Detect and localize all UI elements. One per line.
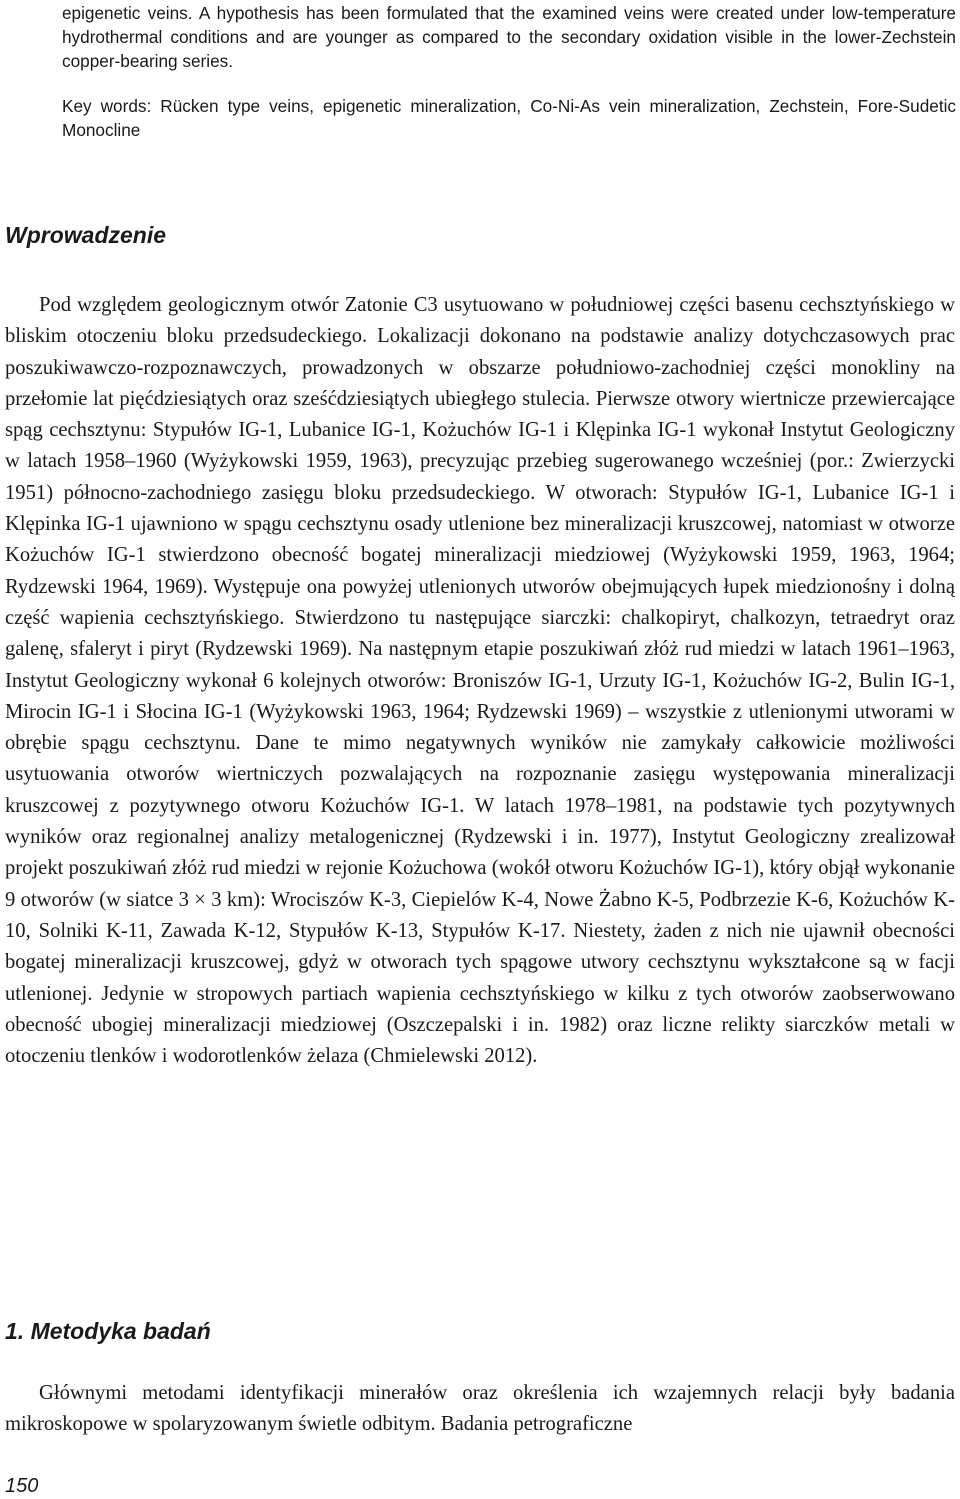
keywords-label: Key words: <box>62 96 152 116</box>
keywords <box>62 94 956 142</box>
section-heading-methodology: 1. Metodyka badań <box>5 1318 211 1344</box>
methodology-paragraph: Głównymi metodami identyfikacji minerałów oraz określenia ich wzajemnych relacji były badania mikroskopowe w spolaryzowanym świetle odbitym. Badania petrograficzne <box>5 1382 955 1436</box>
page-number: 150 <box>5 1475 39 1497</box>
introduction-paragraph: Pod względem geologicznym otwór Zatonie C3 usytuowano w południowej części basenu cechsztyńskiego w bliskim otoczeniu bloku przedsudeckiego. Lokalizacji dokonano na podstawie analizy dotychczasowych prac poszukiwawczo-rozpoznawczych, prowadzonych w obszarze południowo-zachodniej części monokliny na przełomie lat pięćdziesiątych oraz sześćdziesiątych ubiegłego stulecia. Pierwsze otwory wiertnicze przewiercające spąg cechsztynu: Stypułów IG-1, Lubanice IG-1, Kożuchów IG-1 i Klępinka IG-1 wykonał Instytut Geologiczny w latach 1958–1960 (Wyżykowski 1959, 1963), precyzując przebieg sugerowanego wcześniej (por.: Zwierzycki 1951) północno-zachodniego zasięgu bloku przedsudeckiego. W otworach: Stypułów IG-1, Lubanice IG-1 i Klępinka IG-1 ujawniono w spągu cechsztynu osady utlenione bez mineralizacji kruszcowej, natomiast w otworze Kożuchów IG-1 stwierdzono obecność bogatej mineralizacji miedziowej (Wyżykowski 1959, 1963, 1964; Rydzewski 1964, 1969). Występuje ona powyżej utlenionych utworów obejmujących łupek miedzionośny i dolną część wapienia cechsztyńskiego. Stwierdzono tu następujące siarczki: chalkopiryt, chalkozyn, tetraedryt oraz galenę, sfaleryt i piryt (Rydzewski 1969). Na następnym etapie poszukiwań złóż rud miedzi w latach 1961–1963, Instytut Geologiczny wykonał 6 kolejnych otworów: Broniszów IG-1, Urzuty IG-1, Kożuchów IG-2, Bulin IG-1, Mirocin IG-1 i Słocina IG-1 (Wyżykowski 1963, 1964; Rydzewski 1969) – wszystkie z utlenionymi utworami w obrębie spągu cechsztynu. Dane te mimo negatywnych wyników nie zamykały całkowicie możliwości usytuowania otworów wiertniczych pozwalających na rozpoznanie zasięgu występowania mineralizacji kruszcowej z pozytywnego otworu Kożuchów IG-1. W latach 1978–1981, na podstawie tych pozytywnych wyników oraz regionalnej analizy metalogenicznej (Rydzewski i in. 1977), Instytut Geologiczny zrealizował projekt poszukiwań złóż rud miedzi w rejonie Kożuchowa (wokół otworu Kożuchów IG-1), który objął wykonanie 9 otworów (w siatce 3 × 3 km): Wrociszów K-3, Ciepielów K-4, Nowe Żabno K-5, Podbrzezie K-6, Kożuchów K-10, Solniki K-11, Zawada K-12, Stypułów K-13, Stypułów K-17. Niestety, żaden z nich nie ujawnił obecności bogatej mineralizacji kruszcowej, gdyż w otworach tych spągowe utwory cechsztynu wykształcone są w facji utlenionej. Jedynie w stropowych partiach wapienia cechsztyńskiego w kilku z tych otworów zaobserwowano obecność ubogiej mineralizacji miedziowej (Oszczepalski i in. 1982) oraz liczne relikty siarczków metali w otoczeniu tlenków i wodorotlenków żelaza (Chmielewski 2012). <box>5 294 955 1068</box>
abstract-tail: epigenetic veins. A hypothesis has been formulated that the examined veins were created under low-temperature hydrothermal conditions and are younger as compared to the secondary oxidation visible in the lower-Zechstein copper-bearing series. <box>62 3 956 71</box>
keywords-text: Rücken type veins, epigenetic mineralization, Co-Ni-As vein mineralization, Zechstein, Fore-Sudetic Monocline <box>62 96 957 140</box>
section-heading-introduction: Wprowadzenie <box>5 222 167 248</box>
